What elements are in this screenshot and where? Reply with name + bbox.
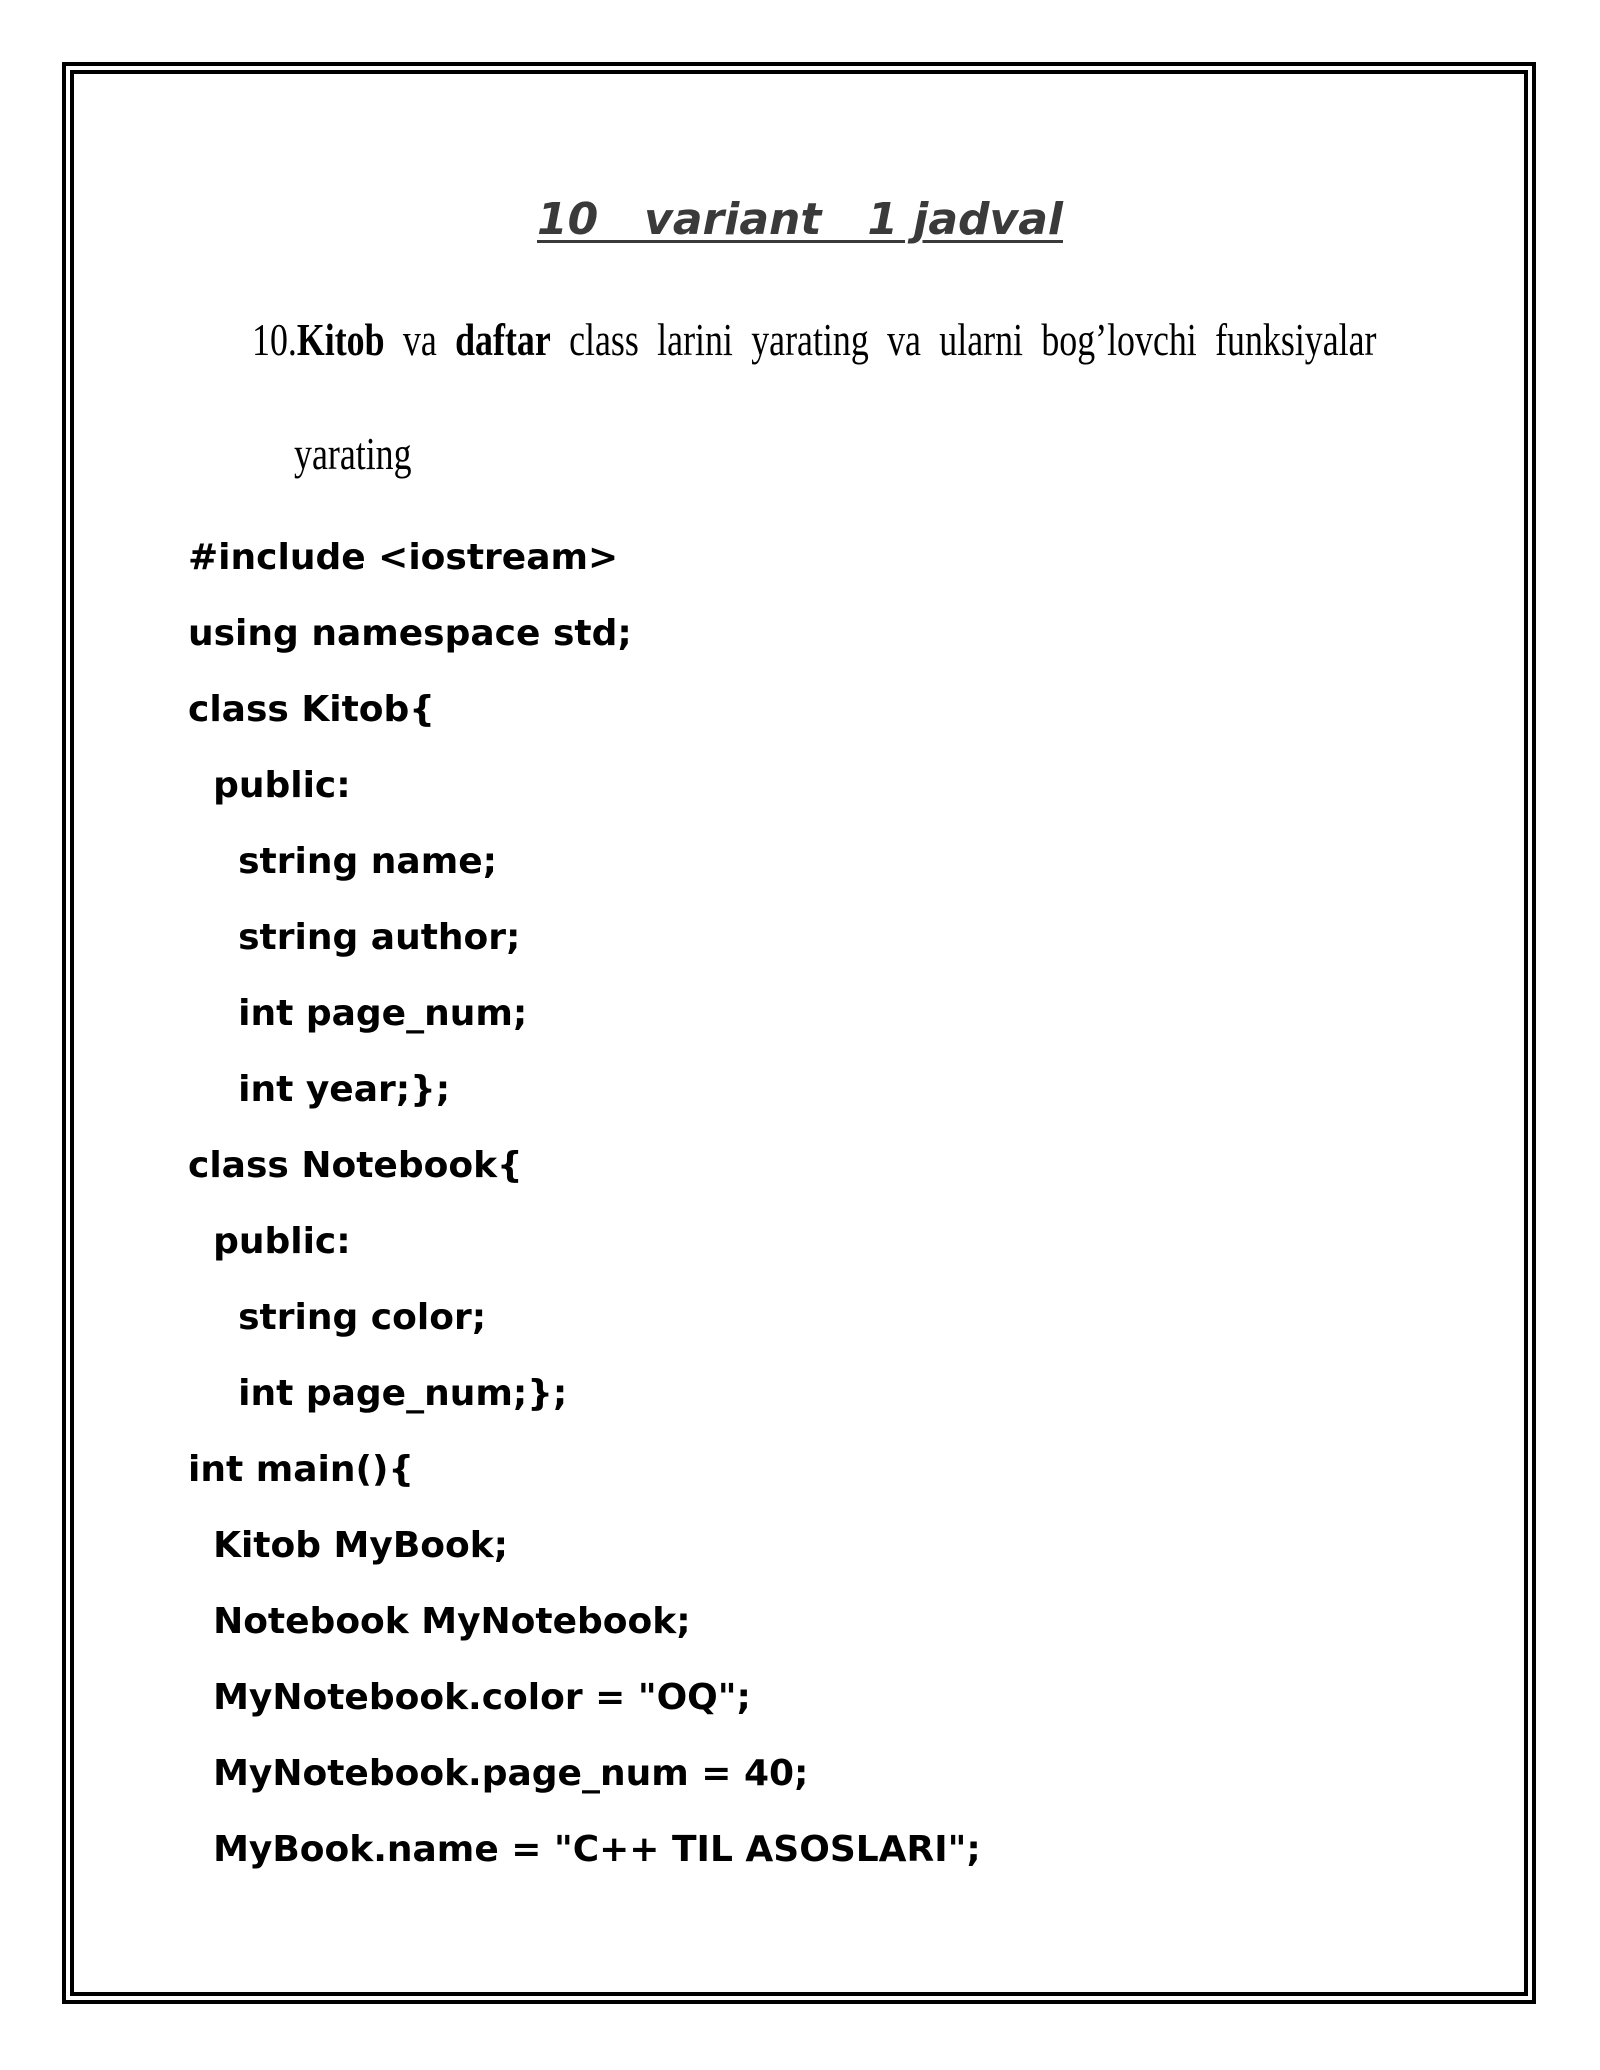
code-line: int year;}; [188, 1069, 451, 1110]
code-line: class Notebook{ [188, 1145, 523, 1186]
code-line: public: [188, 765, 351, 806]
code-line: public: [188, 1221, 351, 1262]
task-line-1 [252, 310, 1377, 370]
page-title: 10 variant 1 jadval [536, 194, 1063, 245]
code-listing [188, 528, 1488, 1896]
code-line: Notebook MyNotebook; [188, 1601, 691, 1642]
code-line: #include <iostream> [188, 537, 619, 578]
code-line: MyBook.name = "C++ TIL ASOSLARI"; [188, 1829, 981, 1870]
task-sep-va: va [384, 314, 456, 365]
code-line: class Kitob{ [188, 689, 435, 730]
code-line: using namespace std; [188, 613, 632, 654]
task-statement [252, 310, 1377, 484]
task-rest-line1: class larini yarating va ularni bog’lovchi funksiyalar [550, 314, 1377, 365]
code-line: string name; [188, 841, 498, 882]
code-line: MyNotebook.color = "OQ"; [188, 1677, 751, 1718]
task-word-daftar: daftar [455, 314, 551, 365]
task-number: 10. [252, 314, 297, 365]
task-line-2: yarating [294, 428, 412, 479]
code-line: int main(){ [188, 1449, 415, 1490]
code-line: Kitob MyBook; [188, 1525, 509, 1566]
code-line: string author; [188, 917, 521, 958]
code-line: MyNotebook.page_num = 40; [188, 1753, 809, 1794]
code-line: int page_num; [188, 993, 528, 1034]
task-word-kitob: Kitob [296, 314, 385, 365]
code-line: string color; [188, 1297, 487, 1338]
code-line: int page_num;}; [188, 1373, 568, 1414]
